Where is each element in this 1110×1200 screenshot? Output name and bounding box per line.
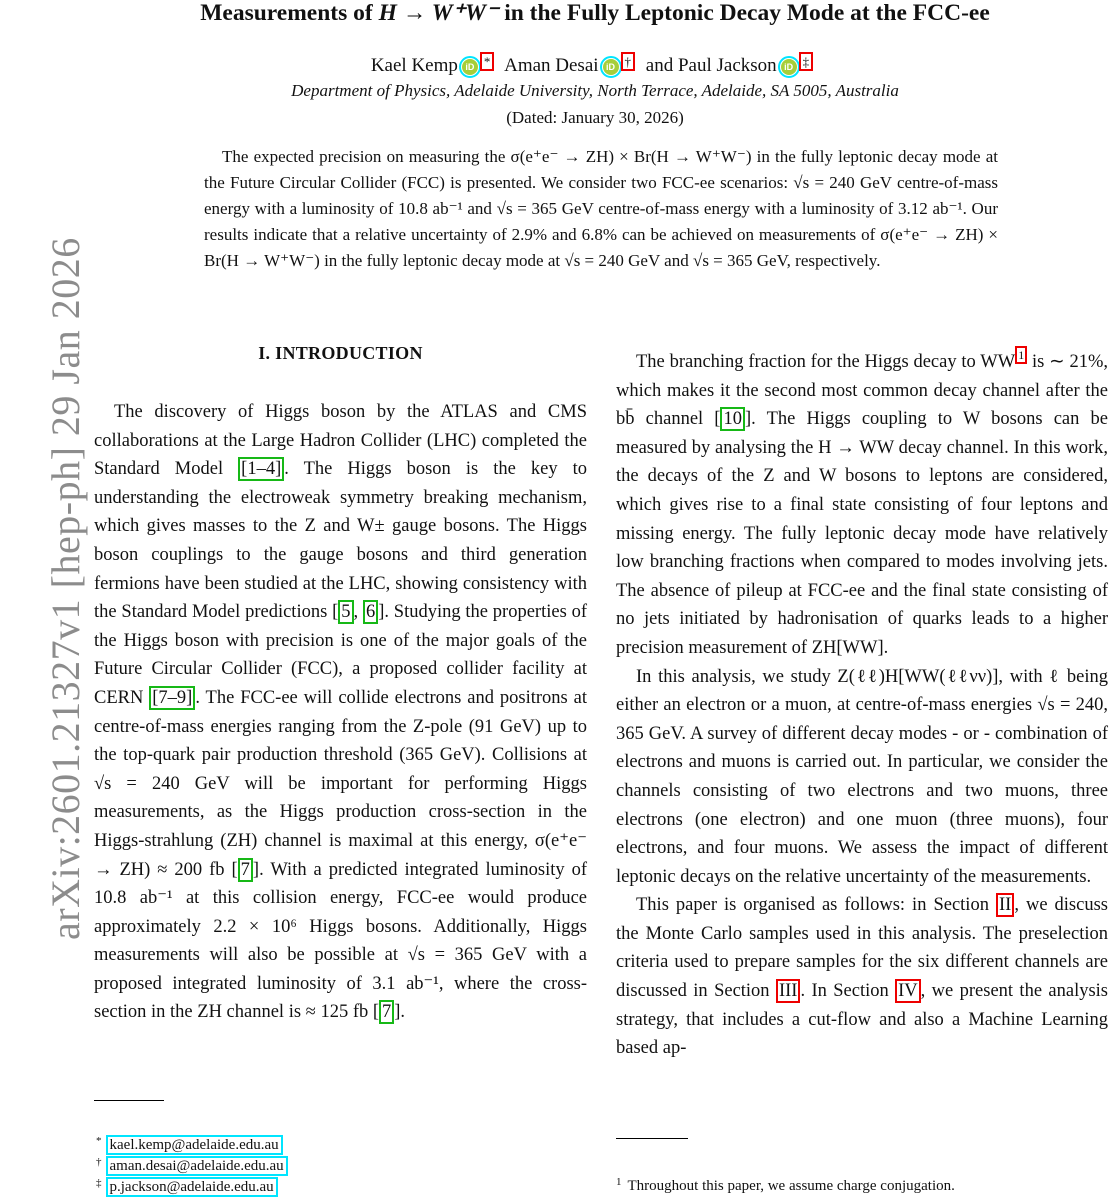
author-name: Kael Kemp <box>370 55 458 76</box>
footnote: $^1$ Throughout this paper, we assume charge conjugation. <box>616 1176 955 1194</box>
footnote: † aman.desai@adelaide.edu.au <box>96 1156 288 1175</box>
footnote: ‡ p.jackson@adelaide.edu.au <box>96 1177 278 1196</box>
footnote-rule <box>94 1100 164 1101</box>
section-link[interactable]: II <box>996 893 1014 917</box>
date-line: (Dated: January 30, 2026) <box>506 108 684 127</box>
citation-link[interactable]: 7 <box>238 858 253 882</box>
orcid-icon[interactable]: iD <box>462 59 478 75</box>
body-paragraph: In this analysis, we study Z(ℓℓ)H[WW(ℓℓνν)], with ℓ being either an electron or a muon, at centre-of-mass energies √s = 240, 365 GeV. A survey of different decay modes - or - combination of electrons and muons is carried out. In particular, we consider the channels consisting of two electrons and two muons, three electrons (one electron) and one muon (three muons), four electrons, and four muons. We assess the impact of different leptonic decays on the relative uncertainty of the measurements. <box>616 666 1108 887</box>
body-paragraph: The branching fraction for the Higgs decay to WW $^1$ is ∼ 21%, which makes it the second most common decay channel after the bb̄ channel [ 10 ]. The Higgs coupling to W bosons can be measured by analysing the H → WW decay channel. In this work, the decays of the Z and W bosons to leptons are considered, which gives rise to a final state consisting of four leptons and missing energy. The fully leptonic decay mode have relatively low branching fractions when compared to modes involving jets. The absence of pileup at FCC-ee and the final state consisting of no jets initiated by hadronisation of quarks leads to a higher precision measurement of ZH[WW]. <box>616 348 1109 658</box>
section-heading: I. INTRODUCTION <box>258 343 423 363</box>
footnote-rule <box>616 1138 688 1139</box>
footnote-ref-link[interactable]: 1 <box>1015 346 1027 364</box>
orcid-icon[interactable]: iD <box>603 59 619 75</box>
arxiv-stamp <box>0 237 88 940</box>
orcid-icon[interactable]: iD <box>781 59 797 75</box>
citation-link[interactable]: [7–9] <box>149 686 195 710</box>
footnote-mark-link[interactable]: ‡ <box>799 52 814 71</box>
left-column <box>94 398 587 1027</box>
email-link[interactable]: aman.desai@adelaide.edu.au <box>106 1156 288 1176</box>
section-link[interactable]: IV <box>895 979 921 1003</box>
footnote-mark-link[interactable]: † <box>621 52 636 71</box>
author-name: Aman Desai <box>504 55 599 76</box>
email-link[interactable]: kael.kemp@adelaide.edu.au <box>106 1135 283 1155</box>
title-math: H → W⁺W⁻ <box>378 0 499 26</box>
intro-paragraph: The discovery of Higgs boson by the ATLAS and CMS collaborations at the Large Hadron Collider (LHC) completed the Standard Model [1–4] . The Higgs boson is the key to understanding the electroweak symmetry breaking mechanism, which gives masses to the Z and W± gauge bosons. The Higgs boson couplings to the gauge bosons and third generation fermions have been studied at the LHC, showing consistency with the Standard Model predictions [ 5 , 6 ]. Studying the properties of the Higgs boson with precision is one of the major goals of the Future Circular Collider (FCC), a proposed collider facility at CERN [7–9] . The FCC-ee will collide electrons and positrons at centre-of-mass energies ranging from the Z-pole (91 GeV) up to the top-quark pair production threshold (365 GeV). Collisions at √s = 240 GeV will be important for performing Higgs measurements, as the Higgs production cross-section in the Higgs-strahlung (ZH) channel is maximal at this energy, σ(e⁺e⁻ → ZH) ≈ 200 fb [ 7 ]. With a predicted integrated luminosity of 10.8 ab⁻¹ at this collision energy, FCC-ee would produce approximately 2.2 × 10⁶ Higgs bosons. Additionally, Higgs measurements will also be possible at √s = 365 GeV with a proposed integrated luminosity of 3.1 ab⁻¹, where the cross-section in the ZH channel is ≈ 125 fb [ 7 ]. <box>94 402 588 1023</box>
body-paragraph: This paper is organised as follows: in Section II , we discuss the Monte Carlo samples used in this analysis. The preselection criteria used to prepare samples for the six different channels are discussed in Section III . In Section IV , we present the analysis strategy, that includes a cut-flow and also a Machine Learning based ap- <box>616 895 1109 1059</box>
citation-link[interactable]: 6 <box>363 600 378 624</box>
right-column <box>616 341 1108 1063</box>
author-name: Paul Jackson <box>677 55 777 76</box>
citation-link[interactable]: [1–4] <box>238 457 284 481</box>
section-link[interactable]: III <box>776 979 800 1003</box>
citation-link[interactable]: 5 <box>338 600 353 624</box>
footnote: * kael.kemp@adelaide.edu.au <box>96 1135 283 1154</box>
paper-title: Measurements of H → W⁺W⁻ in the Fully Leptonic Decay Mode at the FCC-ee <box>200 0 990 26</box>
email-link[interactable]: p.jackson@adelaide.edu.au <box>106 1177 278 1197</box>
author-conjunction: and <box>645 55 674 76</box>
affiliation: Department of Physics, Adelaide University, North Terrace, Adelaide, SA 5005, Australia <box>291 81 899 100</box>
citation-link[interactable]: 7 <box>379 1000 394 1024</box>
arxiv-stamp-text: arXiv:2601.21327v1 [hep-ph] 29 Jan 2026 <box>43 237 88 940</box>
citation-link[interactable]: 10 <box>720 407 745 431</box>
abstract: The expected precision on measuring the σ(e⁺e⁻ → ZH) × Br(H → W⁺W⁻) in the fully leptonic decay mode at the Future Circular Collider (FCC) is presented. We consider two FCC-ee scenarios: √s = 240 GeV centre-of-mass energy with a luminosity of 10.8 ab⁻¹ and √s = 365 GeV centre-of-mass energy with a luminosity of 3.12 ab⁻¹. Our results indicate that a relative uncertainty of 2.9% and 6.8% can be achieved on measurements of σ(e⁺e⁻ → ZH) × Br(H → W⁺W⁻) in the fully leptonic decay mode at √s = 240 GeV and √s = 365 GeV, respectively. <box>204 147 998 270</box>
footnote-mark-link[interactable]: * <box>480 52 495 71</box>
author-list <box>80 52 1110 77</box>
